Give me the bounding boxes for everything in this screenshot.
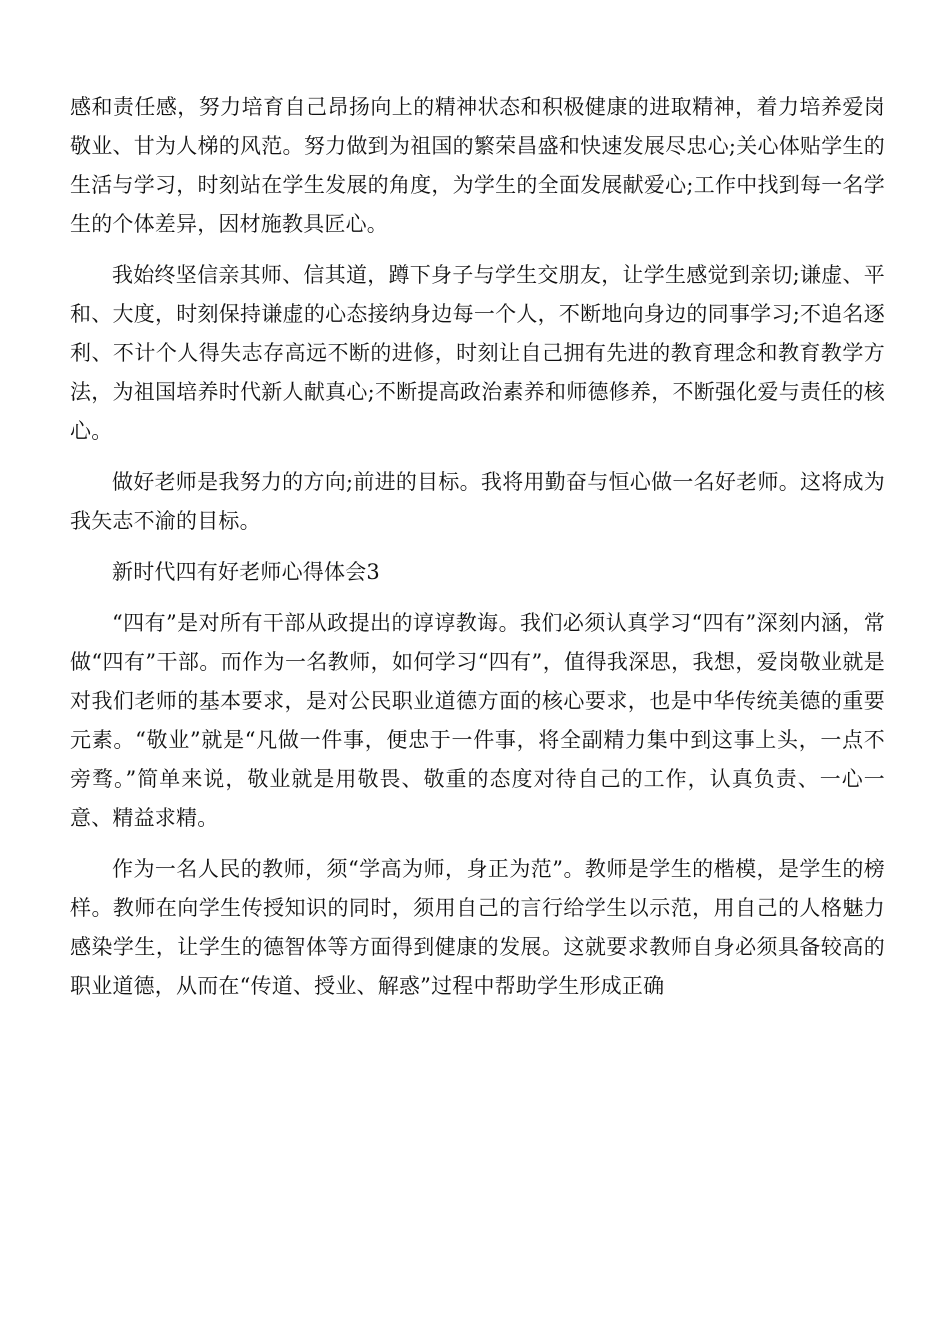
section-paragraph-2: 作为一名人民的教师，须“学高为师，身正为范”。教师是学生的楷模，是学生的榜样。教师在向学生传授知识的同时，须用自己的言行给学生以示范，用自己的人格魅力感染学生，让学生的德智体等方面得到健康的发展。这就要求教师自身必须具备较高的职业道德，从而在“传道、授业、解惑”过程中帮助学生形成正确 bbox=[70, 857, 885, 998]
document-body bbox=[70, 88, 885, 1018]
paragraph-1: 感和责任感，努力培育自己昂扬向上的精神状态和积极健康的进取精神，着力培养爱岗敬业、甘为人梯的风范。努力做到为祖国的繁荣昌盛和快速发展尽忠心;关心体贴学生的生活与学习，时刻站在学生发展的角度，为学生的全面发展献爱心;工作中找到每一名学生的个体差异，因材施教具匠心。 bbox=[70, 95, 885, 236]
section-title: 新时代四有好老师心得体会3 bbox=[112, 560, 380, 584]
section-paragraph-1: “四有”是对所有干部从政提出的谆谆教诲。我们必须认真学习“四有”深刻内涵，常做“四有”干部。而作为一名教师，如何学习“四有”，值得我深思，我想，爱岗敬业就是对我们老师的基本要求，是对公民职业道德方面的核心要求，也是中华传统美德的重要元素。“敬业”就是“凡做一件事，便忠于一件事，将全副精力集中到这事上头，一点不旁骛。”简单来说，敬业就是用敬畏、敬重的态度对待自己的工作，认真负责、一心一意、精益求精。 bbox=[70, 611, 885, 830]
paragraph-3: 做好老师是我努力的方向;前进的目标。我将用勤奋与恒心做一名好老师。这将成为我矢志不渝的目标。 bbox=[70, 470, 885, 533]
paragraph-2: 我始终坚信亲其师、信其道，蹲下身子与学生交朋友，让学生感觉到亲切;谦虚、平和、大度，时刻保持谦虚的心态接纳身边每一个人，不断地向身边的同事学习;不追名逐利、不计个人得失志存高远不断的进修，时刻让自己拥有先进的教育理念和教育教学方法，为祖国培养时代新人献真心;不断提高政治素养和师德修养，不断强化爱与责任的核心。 bbox=[70, 263, 885, 443]
